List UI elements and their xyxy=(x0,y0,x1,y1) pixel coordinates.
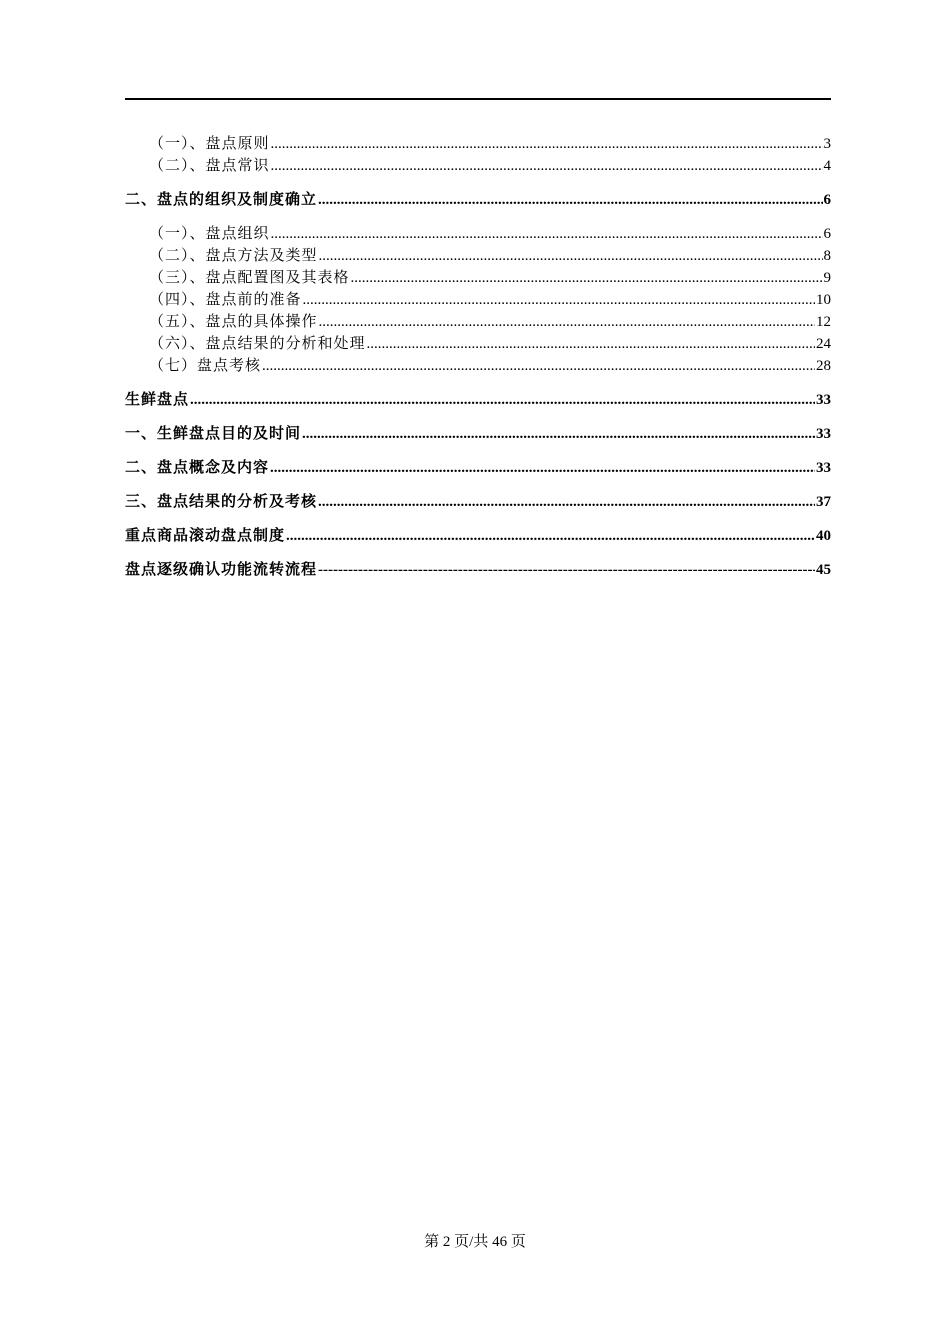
toc-entry-label: （三）、盘点配置图及其表格 xyxy=(149,268,350,286)
toc-entry-page: 45 xyxy=(816,562,831,578)
toc-entry[interactable] xyxy=(125,132,831,154)
toc-entry-page: 4 xyxy=(823,158,831,174)
toc-entry-page: 6 xyxy=(823,226,831,242)
toc-entry[interactable] xyxy=(125,354,831,376)
toc-entry-label: （二）、盘点常识 xyxy=(149,156,270,174)
toc-entry-label: （一）、盘点组织 xyxy=(149,224,270,242)
toc-leader xyxy=(270,457,815,479)
toc-entry-page: 8 xyxy=(823,248,831,264)
toc-entry-page: 10 xyxy=(816,292,831,308)
toc-entry-label: 重点商品滚动盘点制度 xyxy=(125,526,286,544)
toc-entry[interactable] xyxy=(125,188,831,210)
toc-leader xyxy=(286,525,815,547)
toc-entry-label: （二）、盘点方法及类型 xyxy=(149,246,318,264)
page-number-footer: 第 2 页/共 46 页 xyxy=(424,1234,526,1250)
toc-entry-page: 3 xyxy=(823,136,831,152)
toc-leader xyxy=(271,155,823,177)
toc-leader xyxy=(302,423,815,445)
toc-leader xyxy=(318,559,815,581)
toc-entry-label: 二、盘点的组织及制度确立 xyxy=(125,190,318,208)
toc-leader xyxy=(367,333,815,355)
toc-leader xyxy=(318,491,815,513)
toc-entry-page: 33 xyxy=(816,460,831,476)
toc-leader xyxy=(271,133,823,155)
toc-entry[interactable] xyxy=(125,288,831,310)
toc-entry[interactable] xyxy=(125,388,831,410)
header-rule xyxy=(125,98,831,100)
toc-entry-page: 6 xyxy=(823,192,831,208)
toc-entry-page: 33 xyxy=(816,426,831,442)
toc-entry[interactable] xyxy=(125,244,831,266)
table-of-contents xyxy=(125,132,831,580)
toc-leader xyxy=(262,355,815,377)
toc-leader xyxy=(351,267,823,289)
toc-entry-page: 9 xyxy=(823,270,831,286)
toc-leader xyxy=(318,189,822,211)
toc-entry-page: 40 xyxy=(816,528,831,544)
toc-entry-page: 37 xyxy=(816,494,831,510)
toc-entry-label: 一、生鲜盘点目的及时间 xyxy=(125,424,302,442)
toc-entry-label: （六）、盘点结果的分析和处理 xyxy=(149,334,366,352)
toc-leader xyxy=(319,245,823,267)
toc-entry-page: 24 xyxy=(816,336,831,352)
toc-entry-label: （四）、盘点前的准备 xyxy=(149,290,302,308)
toc-entry[interactable] xyxy=(125,524,831,546)
toc-entry-label: （五）、盘点的具体操作 xyxy=(149,312,318,330)
toc-entry[interactable] xyxy=(125,558,831,580)
toc-leader xyxy=(190,389,815,411)
toc-entry[interactable] xyxy=(125,310,831,332)
toc-leader xyxy=(303,289,815,311)
toc-entry[interactable] xyxy=(125,222,831,244)
toc-entry[interactable] xyxy=(125,456,831,478)
toc-entry-label: 生鲜盘点 xyxy=(125,390,190,408)
toc-entry-page: 28 xyxy=(816,358,831,374)
toc-entry-label: 三、盘点结果的分析及考核 xyxy=(125,492,318,510)
toc-entry[interactable] xyxy=(125,422,831,444)
toc-entry-label: 二、盘点概念及内容 xyxy=(125,458,270,476)
toc-entry-page: 12 xyxy=(816,314,831,330)
toc-leader xyxy=(271,223,823,245)
toc-entry[interactable] xyxy=(125,266,831,288)
toc-leader xyxy=(319,311,815,333)
toc-entry-page: 33 xyxy=(816,392,831,408)
toc-entry-label: 盘点逐级确认功能流转流程 xyxy=(125,560,318,578)
toc-entry[interactable] xyxy=(125,332,831,354)
toc-entry[interactable] xyxy=(125,490,831,512)
toc-entry[interactable] xyxy=(125,154,831,176)
toc-entry-label: （一）、盘点原则 xyxy=(149,134,270,152)
toc-entry-label: （七）盘点考核 xyxy=(149,356,262,374)
